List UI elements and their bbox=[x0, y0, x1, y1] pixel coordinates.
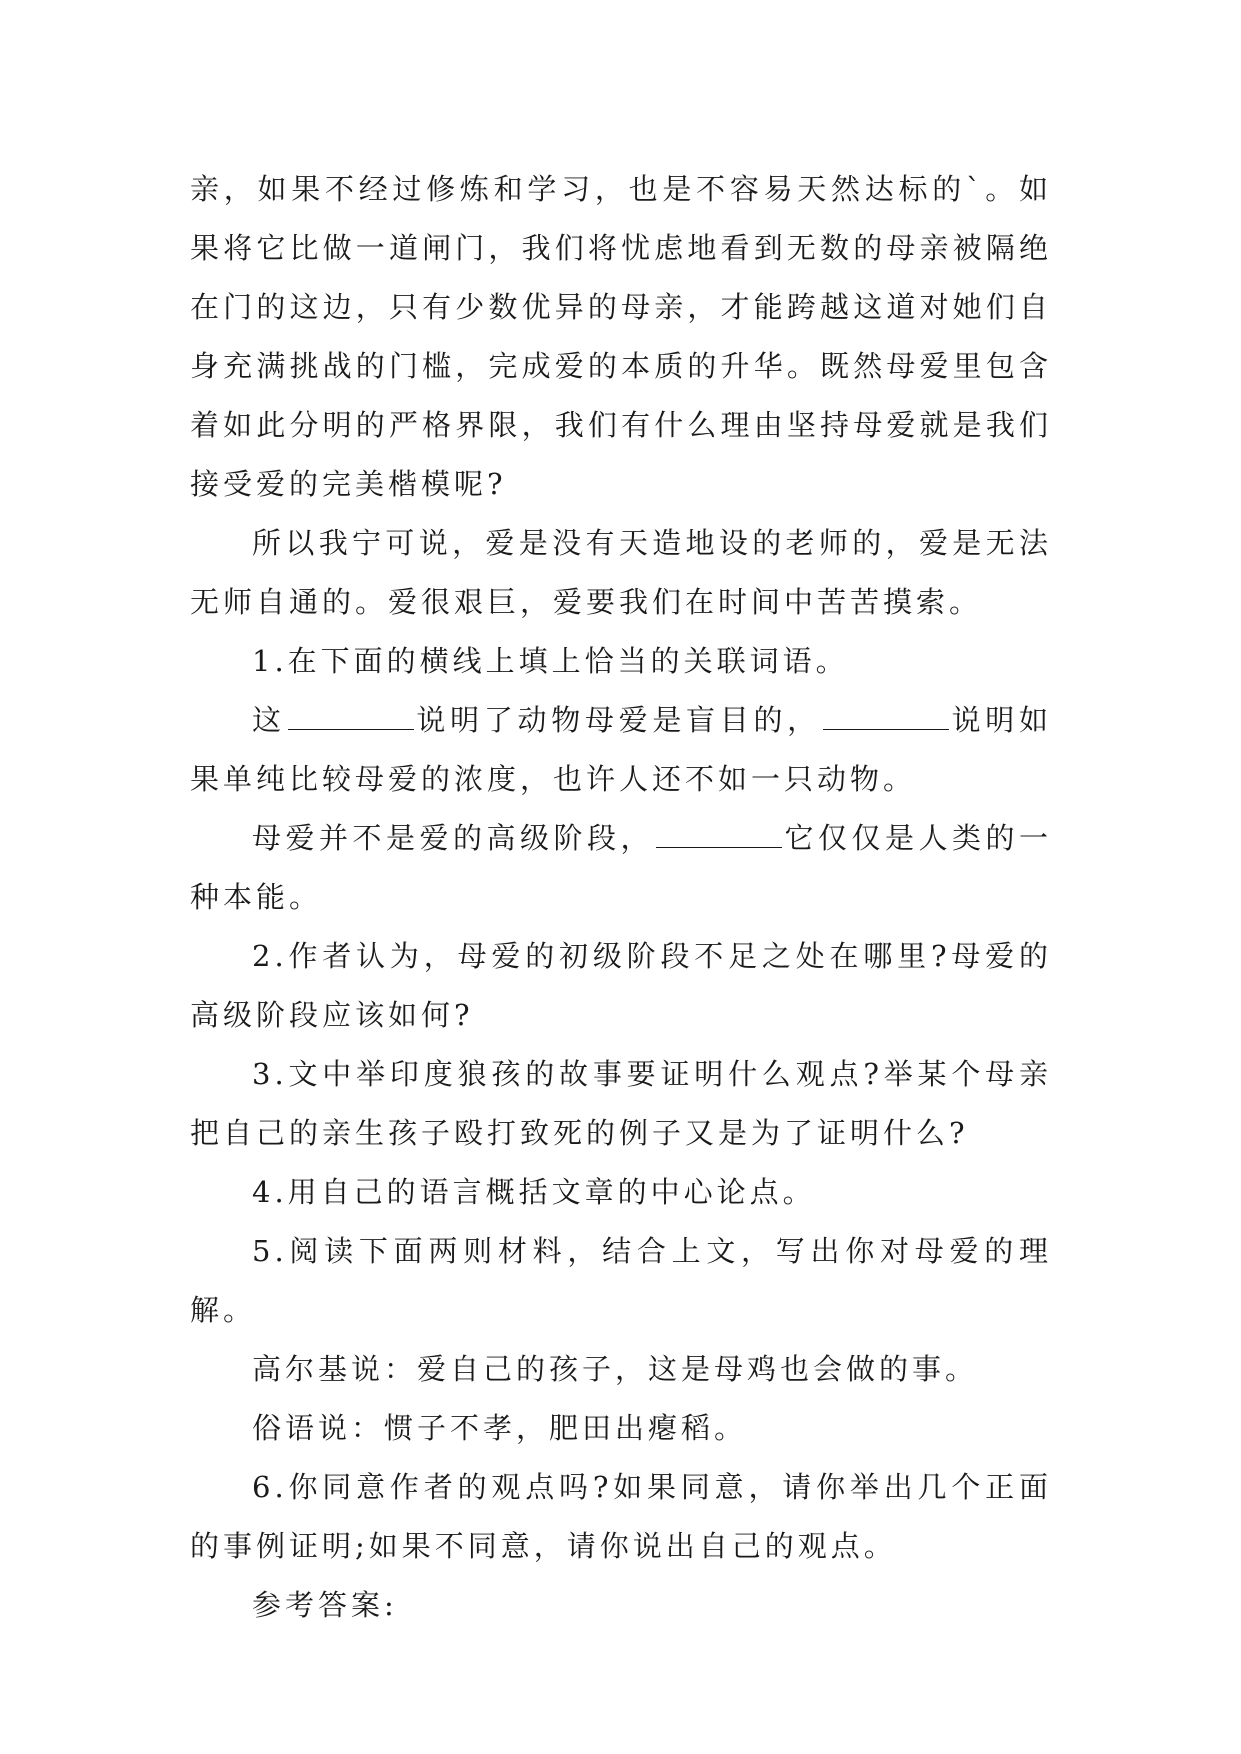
answer-label: 参考答案: bbox=[252, 1588, 398, 1622]
body-paragraph-1: 亲，如果不经过修炼和学习，也是不容易天然达标的`。如果将它比做一道闸门，我们将忧虑地看到无数的母亲被隔绝在门的这边，只有少数优异的母亲，才能跨越这道对她们自身充满挑战的门槛，完成爱的本质的升华。既然母爱里包含着如此分明的严格界限，我们有什么理由坚持母爱就是我们接受爱的完美楷模呢? bbox=[190, 172, 1052, 501]
question-1-item-b bbox=[190, 809, 1052, 927]
question-3: 3.文中举印度狼孩的故事要证明什么观点?举某个母亲把自己的亲生孩子殴打致死的例子又是为了证明什么? bbox=[190, 1057, 1052, 1150]
question-5-material-2: 俗语说：惯子不孝，肥田出瘪稻。 bbox=[252, 1411, 748, 1445]
question-5-material-1: 高尔基说：爱自己的孩子，这是母鸡也会做的事。 bbox=[252, 1352, 979, 1386]
body-paragraph-2: 所以我宁可说，爱是没有天造地设的老师的，爱是无法无师自通的。爱很艰巨，爱要我们在时间中苦苦摸索。 bbox=[190, 526, 1052, 619]
fill-blank-1 bbox=[288, 701, 414, 730]
question-5: 5.阅读下面两则材料，结合上文，写出你对母爱的理解。 bbox=[190, 1234, 1052, 1327]
question-1-item-a bbox=[190, 691, 1052, 809]
question-4: 4.用自己的语言概括文章的中心论点。 bbox=[252, 1175, 816, 1209]
question-1b-text-pre: 母爱并不是爱的高级阶段， bbox=[252, 821, 654, 855]
question-1a-text-post: 说明如果单纯比较母爱的浓度，也许人还不如一只动物。 bbox=[190, 703, 1052, 796]
fill-blank-2 bbox=[823, 701, 949, 730]
question-1a-text-pre: 这 bbox=[252, 703, 286, 737]
question-1a-text-mid: 说明了动物母爱是盲目的， bbox=[415, 703, 821, 737]
question-6: 6.你同意作者的观点吗?如果同意，请你举出几个正面的事例证明;如果不同意，请你说出自己的观点。 bbox=[190, 1470, 1052, 1563]
question-1b-text-post: 它仅仅是人类的一种本能。 bbox=[190, 821, 1052, 914]
question-1: 1.在下面的横线上填上恰当的关联词语。 bbox=[252, 644, 849, 678]
document-page bbox=[190, 160, 1052, 1635]
fill-blank-3 bbox=[656, 819, 782, 848]
question-2: 2.作者认为，母爱的初级阶段不足之处在哪里?母爱的高级阶段应该如何? bbox=[190, 939, 1052, 1032]
